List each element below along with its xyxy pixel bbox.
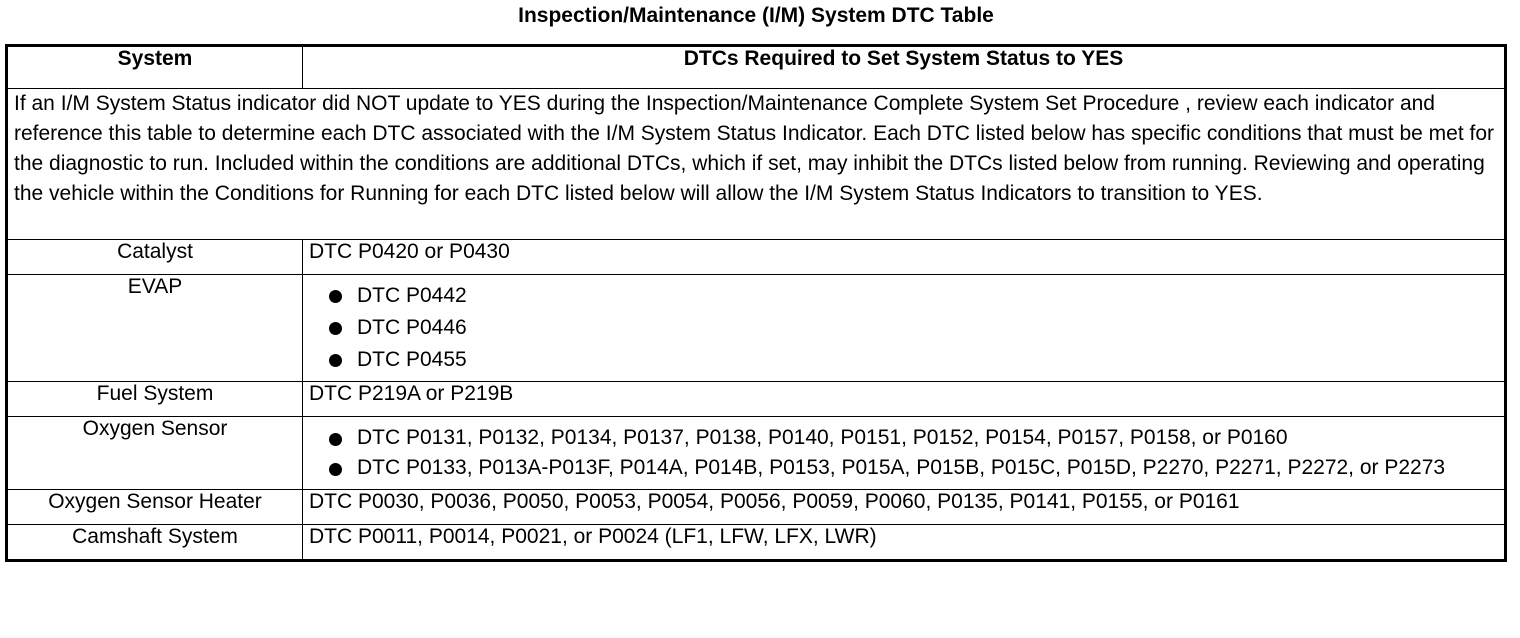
header-system: System (7, 46, 303, 89)
system-cell: EVAP (7, 275, 303, 382)
dtc-text: DTC P0131, P0132, P0134, P0137, P0138, P0140, P0151, P0152, P0154, P0157, P0158, or P0160 (357, 426, 1288, 449)
bullet-icon (329, 433, 342, 446)
system-cell: Camshaft System (7, 525, 303, 561)
system-cell: Catalyst (7, 240, 303, 275)
table-row (7, 417, 1506, 490)
dtc-cell (303, 417, 1506, 490)
table-row (7, 490, 1506, 525)
list-item (323, 280, 1498, 312)
table-row (7, 525, 1506, 561)
system-cell: Fuel System (7, 382, 303, 417)
bullet-icon (329, 290, 342, 303)
table-row (7, 382, 1506, 417)
dtc-text: DTC P0455 (357, 348, 467, 371)
dtc-cell: DTC P219A or P219B (303, 382, 1506, 417)
list-item (323, 453, 1498, 483)
table-row (7, 240, 1506, 275)
dtc-cell: DTC P0030, P0036, P0050, P0053, P0054, P0056, P0059, P0060, P0135, P0141, P0155, or P0161 (303, 490, 1506, 525)
dtc-cell: DTC P0420 or P0430 (303, 240, 1506, 275)
table-row (7, 275, 1506, 382)
table-header-row (7, 46, 1506, 89)
system-cell: Oxygen Sensor Heater (7, 490, 303, 525)
im-system-dtc-table (5, 44, 1507, 562)
dtc-bullet-list (309, 280, 1498, 376)
bullet-icon (329, 354, 342, 367)
dtc-cell: DTC P0011, P0014, P0021, or P0024 (LF1, LFW, LFX, LWR) (303, 525, 1506, 561)
intro-text: If an I/M System Status indicator did NOT update to YES during the Inspection/Maintenance Complete System Set Procedure , review each indicator and reference this table to determine each DTC associated with the I/M System Status Indicator. Each DTC listed below has specific conditions that must be met for the diagnostic to run. Included within the conditions are additional DTCs, which if set, may inhibit the DTCs listed below from running. Reviewing and operating the vehicle within the Conditions for Running for each DTC listed below will allow the I/M System Status Indicators to transition to YES. (7, 89, 1506, 240)
list-item (323, 312, 1498, 344)
intro-row (7, 89, 1506, 240)
header-dtcs: DTCs Required to Set System Status to YES (303, 46, 1506, 89)
list-item (323, 344, 1498, 376)
list-item (323, 423, 1498, 453)
bullet-icon (329, 322, 342, 335)
system-cell: Oxygen Sensor (7, 417, 303, 490)
dtc-text: DTC P0133, P013A-P013F, P014A, P014B, P0153, P015A, P015B, P015C, P015D, P2270, P2271, P2272, or P2273 (357, 456, 1446, 479)
dtc-cell (303, 275, 1506, 382)
dtc-text: DTC P0446 (357, 316, 467, 339)
dtc-bullet-list (309, 423, 1498, 483)
dtc-text: DTC P0442 (357, 284, 467, 307)
page-title: Inspection/Maintenance (I/M) System DTC Table (518, 4, 994, 27)
bullet-icon (329, 463, 342, 476)
